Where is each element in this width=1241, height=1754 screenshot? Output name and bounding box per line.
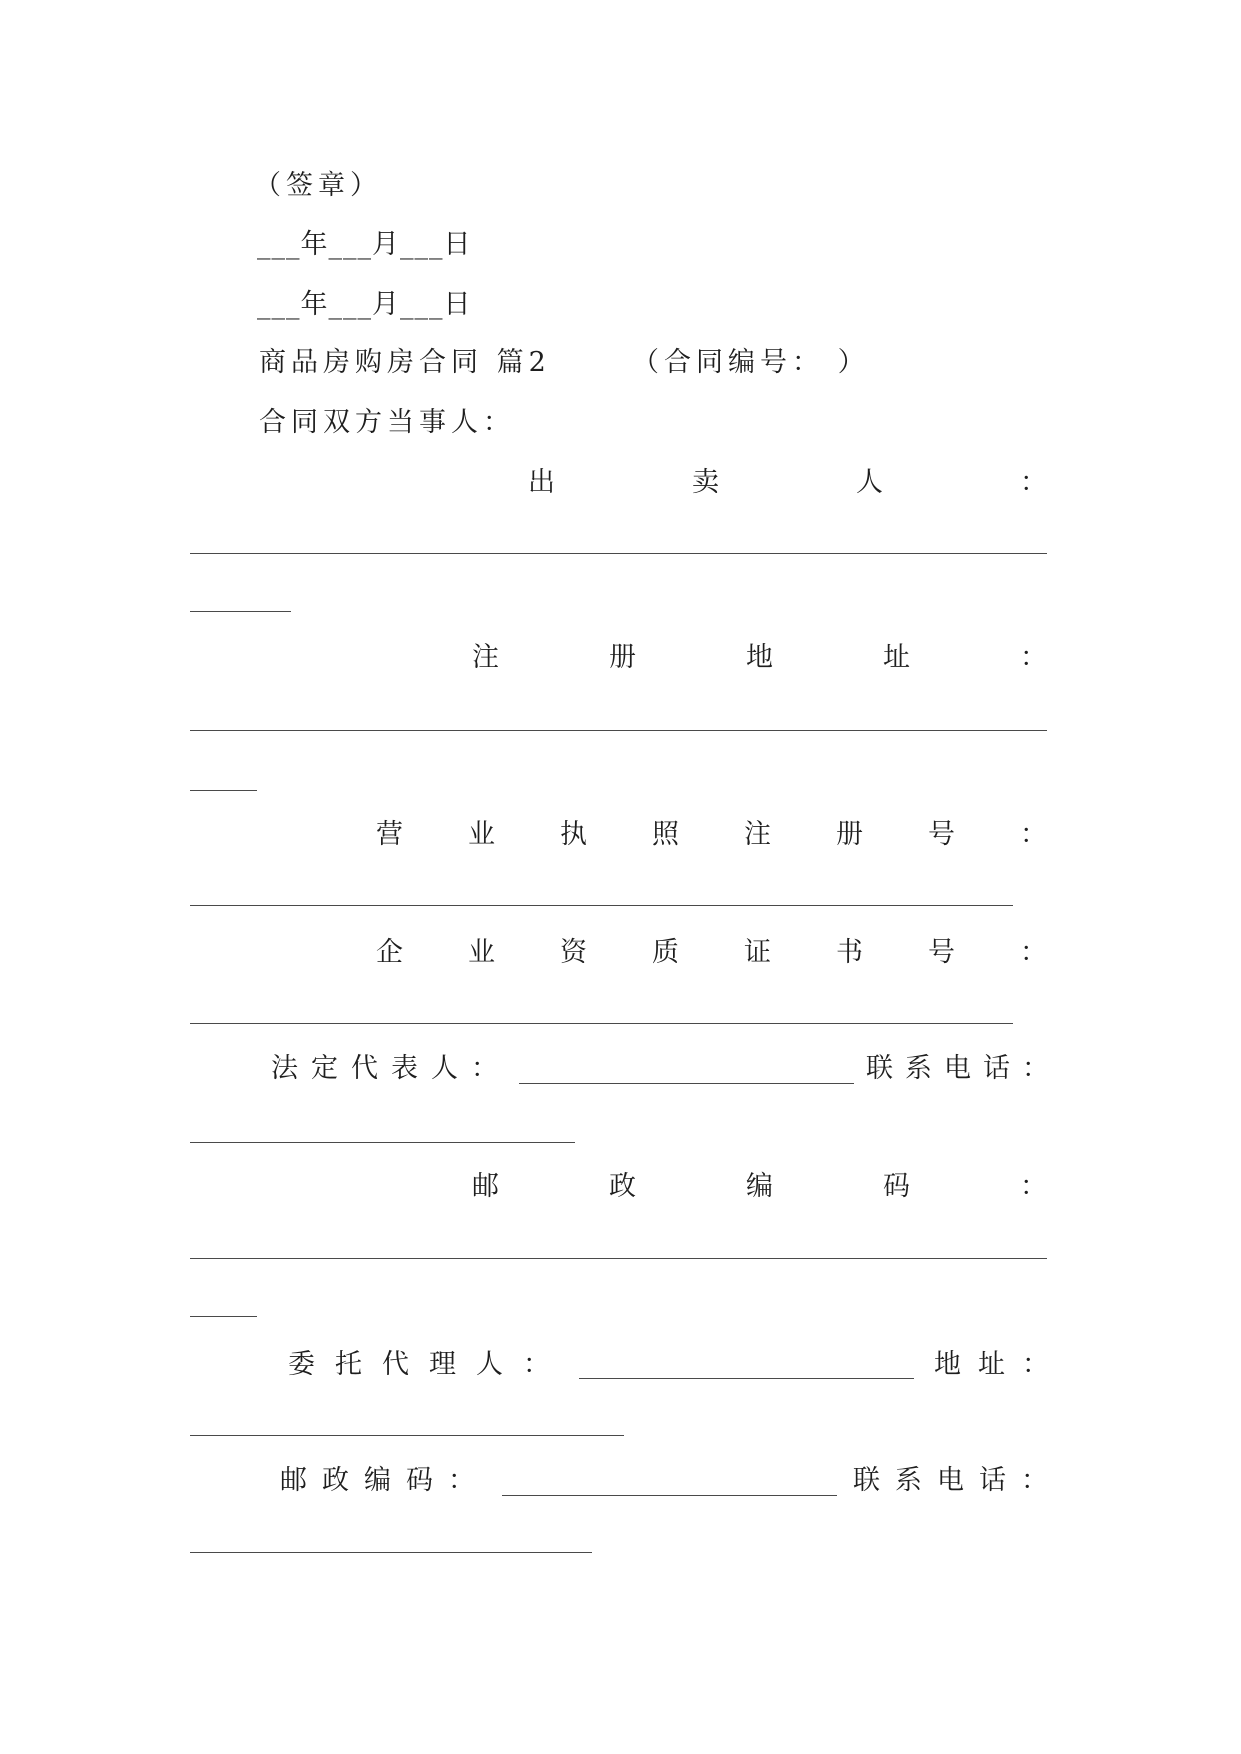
fill-in-line — [190, 553, 1047, 554]
contract-title: 商品房购房合同 篇2 — [259, 347, 551, 378]
label-char: 执 — [560, 819, 587, 850]
fill-in-line — [190, 1316, 257, 1317]
fill-in-line — [190, 790, 257, 791]
label-char: 册 — [836, 819, 863, 850]
fill-in-line — [190, 1258, 1047, 1259]
label-char: ： — [1020, 1171, 1047, 1202]
agent-postcode-label: 邮政编码： — [280, 1465, 490, 1496]
label-char: 编 — [746, 1171, 773, 1202]
label-char: 卖 — [692, 467, 719, 498]
label-char: 册 — [609, 642, 636, 673]
label-char: 码 — [883, 1171, 910, 1202]
label-char: 营 — [376, 819, 403, 850]
label-char: 政 — [609, 1171, 636, 1202]
fill-in-line — [190, 1435, 624, 1436]
agent-address-label: 地址： — [934, 1349, 1066, 1380]
label-char: 资 — [560, 937, 587, 968]
label-char: 企 — [376, 937, 403, 968]
label-char: 人 — [856, 467, 883, 498]
business-license-label — [376, 815, 1047, 855]
label-char: 注 — [744, 819, 771, 850]
fill-in-line — [190, 611, 291, 612]
signature-date: ___年___月___日 — [257, 229, 472, 260]
seal-label: （签章） — [254, 170, 382, 201]
fill-in-line — [190, 1552, 592, 1553]
fill-in-line — [190, 905, 1013, 906]
label-char: 号 — [928, 819, 955, 850]
label-char: 出 — [528, 467, 555, 498]
agent-blank — [579, 1345, 914, 1379]
fill-in-line — [190, 1023, 1013, 1024]
label-char: 质 — [652, 937, 679, 968]
label-char: 址 — [883, 642, 910, 673]
label-char: 证 — [744, 937, 771, 968]
registered-address-label — [472, 638, 1047, 678]
label-char: 照 — [652, 819, 679, 850]
label-char: 地 — [746, 642, 773, 673]
label-char: ： — [1020, 642, 1047, 673]
label-char: ： — [1020, 937, 1047, 968]
label-char: ： — [1020, 819, 1047, 850]
label-char: 号 — [928, 937, 955, 968]
label-char: 书 — [836, 937, 863, 968]
legal-rep-phone-label: 联系电话： — [866, 1053, 1061, 1084]
agent-phone-label: 联系电话： — [853, 1465, 1063, 1496]
agent-postcode-blank — [502, 1461, 837, 1496]
parties-heading: 合同双方当事人： — [259, 407, 515, 438]
label-char: 业 — [468, 937, 495, 968]
qualification-cert-label — [376, 933, 1047, 973]
contract-number-label: （合同编号： ） — [632, 347, 870, 378]
label-char: ： — [1020, 467, 1047, 498]
signature-date: ___年___月___日 — [257, 289, 472, 320]
label-char: 业 — [468, 819, 495, 850]
seller-name-label — [528, 463, 1047, 503]
agent-label: 委托代理人： — [288, 1349, 570, 1380]
fill-in-line — [190, 730, 1047, 731]
postcode-label — [472, 1167, 1047, 1207]
label-char: 注 — [472, 642, 499, 673]
label-char: 邮 — [472, 1171, 499, 1202]
legal-rep-label: 法定代表人： — [271, 1053, 511, 1084]
fill-in-line — [190, 1142, 575, 1143]
legal-rep-blank — [519, 1049, 854, 1084]
